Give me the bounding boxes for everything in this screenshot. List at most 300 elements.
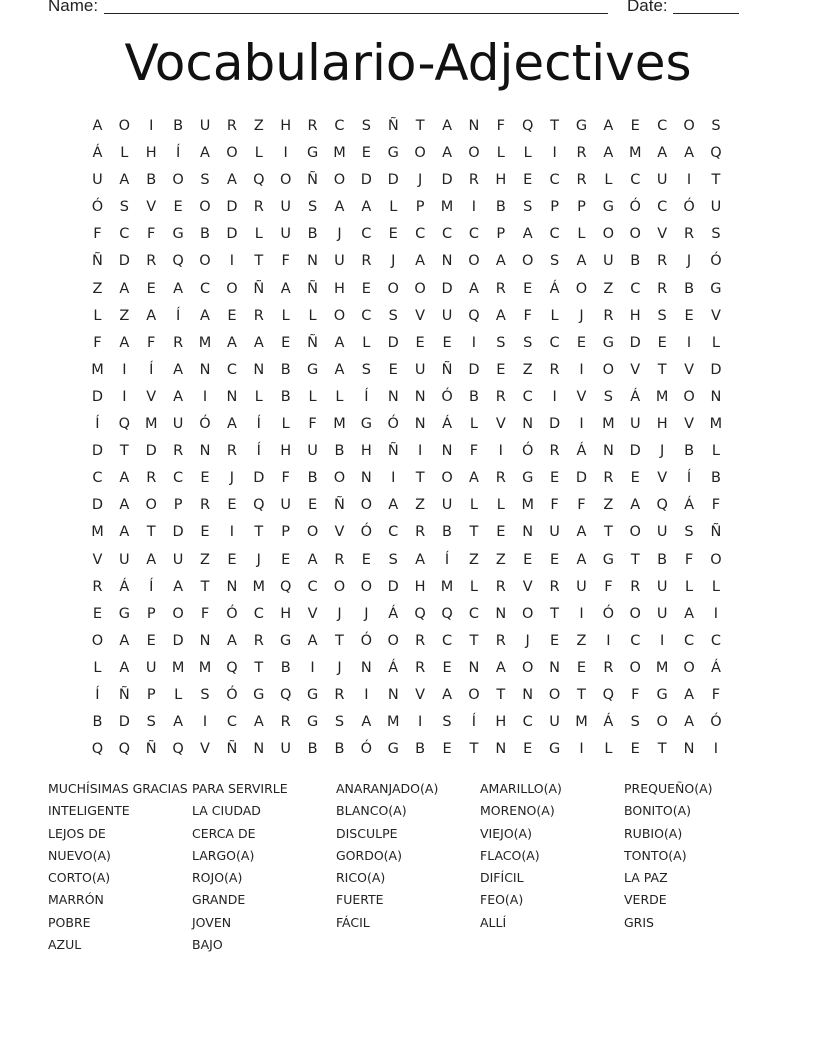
grid-letter[interactable]: Ñ <box>145 741 157 758</box>
grid-letter[interactable]: Q <box>710 145 722 162</box>
grid-letter[interactable]: F <box>281 470 290 487</box>
grid-letter[interactable]: L <box>711 443 720 460</box>
grid-letter[interactable]: Á <box>92 145 103 162</box>
grid-letter[interactable]: U <box>441 307 453 324</box>
grid-letter[interactable]: N <box>549 659 561 676</box>
grid-letter[interactable]: P <box>415 199 425 216</box>
grid-letter[interactable]: A <box>200 145 210 162</box>
grid-letter[interactable]: E <box>281 551 291 568</box>
grid-letter[interactable]: S <box>523 334 533 351</box>
grid-letter[interactable]: H <box>495 172 507 189</box>
grid-letter[interactable]: C <box>307 578 318 595</box>
grid-letter[interactable]: U <box>334 253 345 270</box>
grid-letter[interactable]: E <box>550 470 560 487</box>
grid-letter[interactable]: V <box>522 578 533 595</box>
grid-letter[interactable]: U <box>280 199 291 216</box>
grid-letter[interactable]: A <box>684 714 694 731</box>
grid-letter[interactable]: R <box>334 686 345 703</box>
grid-letter[interactable]: E <box>388 361 398 378</box>
grid-letter[interactable]: E <box>630 741 640 758</box>
grid-letter[interactable]: Ó <box>360 741 373 758</box>
grid-letter[interactable]: N <box>495 741 507 758</box>
grid-letter[interactable]: S <box>711 118 721 134</box>
grid-letter[interactable]: Z <box>415 497 426 514</box>
grid-letter[interactable]: J <box>337 659 342 676</box>
grid-letter[interactable]: R <box>549 443 560 460</box>
grid-letter[interactable]: C <box>549 226 560 243</box>
grid-letter[interactable]: A <box>119 497 130 514</box>
grid-letter[interactable]: N <box>387 388 399 405</box>
grid-letter[interactable]: A <box>307 551 318 568</box>
grid-letter[interactable]: G <box>306 361 319 378</box>
grid-letter[interactable]: J <box>391 253 396 270</box>
grid-letter[interactable]: A <box>334 334 345 351</box>
grid-letter[interactable]: A <box>684 605 694 622</box>
grid-letter[interactable]: A <box>173 578 184 595</box>
grid-letter[interactable]: F <box>711 497 721 514</box>
grid-letter[interactable]: A <box>361 714 372 731</box>
grid-letter[interactable]: H <box>280 605 292 622</box>
grid-letter[interactable]: A <box>119 524 130 541</box>
grid-letter[interactable]: U <box>656 578 668 595</box>
grid-letter[interactable]: R <box>307 118 318 134</box>
grid-letter[interactable]: T <box>200 578 210 595</box>
grid-letter[interactable]: O <box>629 605 641 622</box>
grid-letter[interactable]: G <box>656 686 668 703</box>
grid-letter[interactable]: S <box>388 551 398 568</box>
grid-letter[interactable]: F <box>93 334 102 351</box>
grid-letter[interactable]: G <box>710 280 722 297</box>
grid-letter[interactable]: A <box>226 172 237 189</box>
grid-letter[interactable]: F <box>550 497 559 514</box>
grid-letter[interactable]: V <box>334 524 345 541</box>
grid-letter[interactable]: Í <box>95 416 100 433</box>
grid-letter[interactable]: T <box>550 605 560 622</box>
grid-letter[interactable]: D <box>172 632 184 649</box>
grid-letter[interactable]: A <box>173 361 184 378</box>
grid-letter[interactable]: O <box>414 280 426 297</box>
grid-letter[interactable]: Í <box>364 388 369 405</box>
grid-letter[interactable]: F <box>147 226 156 243</box>
grid-letter[interactable]: N <box>414 388 426 405</box>
grid-letter[interactable]: I <box>686 172 692 189</box>
grid-letter[interactable]: T <box>119 443 129 460</box>
grid-letter[interactable]: U <box>656 605 668 622</box>
grid-letter[interactable]: Á <box>388 605 399 622</box>
grid-letter[interactable]: Ñ <box>441 361 453 378</box>
grid-letter[interactable]: J <box>337 605 342 622</box>
grid-letter[interactable]: O <box>710 551 722 568</box>
grid-letter[interactable]: A <box>684 686 694 703</box>
grid-letter[interactable]: J <box>256 551 261 568</box>
grid-letter[interactable]: R <box>361 253 372 270</box>
grid-letter[interactable]: Q <box>172 253 184 270</box>
grid-letter[interactable]: M <box>171 659 185 676</box>
grid-letter[interactable]: U <box>414 361 426 378</box>
grid-letter[interactable]: Á <box>576 443 587 460</box>
grid-letter[interactable]: C <box>522 388 533 405</box>
grid-letter[interactable]: B <box>280 388 291 405</box>
grid-letter[interactable]: E <box>576 659 587 676</box>
grid-letter[interactable]: R <box>415 659 426 676</box>
grid-letter[interactable]: T <box>603 524 613 541</box>
grid-letter[interactable]: F <box>631 686 640 703</box>
grid-letter[interactable]: E <box>227 307 237 324</box>
grid-letter[interactable]: Q <box>253 172 265 189</box>
grid-letter[interactable]: F <box>711 686 721 703</box>
grid-letter[interactable]: Á <box>710 659 721 676</box>
grid-letter[interactable]: N <box>387 686 399 703</box>
grid-letter[interactable]: A <box>307 632 318 649</box>
grid-letter[interactable]: B <box>442 524 452 541</box>
grid-letter[interactable]: A <box>173 714 184 731</box>
grid-letter[interactable]: N <box>495 605 507 622</box>
grid-letter[interactable]: D <box>629 334 641 351</box>
grid-letter[interactable]: L <box>550 307 559 324</box>
grid-letter[interactable]: G <box>172 226 184 243</box>
grid-letter[interactable]: V <box>146 199 157 216</box>
grid-letter[interactable]: O <box>333 470 346 487</box>
grid-letter[interactable]: I <box>713 741 719 758</box>
grid-letter[interactable]: U <box>307 443 318 460</box>
grid-letter[interactable]: S <box>684 524 694 541</box>
grid-letter[interactable]: A <box>415 253 426 270</box>
grid-letter[interactable]: R <box>495 470 506 487</box>
grid-letter[interactable]: M <box>252 578 266 595</box>
grid-letter[interactable]: Z <box>200 551 210 568</box>
grid-letter[interactable]: E <box>630 470 640 487</box>
grid-letter[interactable]: A <box>442 145 452 162</box>
grid-letter[interactable]: O <box>172 172 184 189</box>
grid-letter[interactable]: T <box>146 524 156 541</box>
grid-letter[interactable]: N <box>468 118 480 134</box>
grid-letter[interactable]: C <box>657 199 668 216</box>
grid-letter[interactable]: O <box>199 253 211 270</box>
grid-letter[interactable]: V <box>657 226 668 243</box>
grid-letter[interactable]: L <box>281 416 290 433</box>
grid-letter[interactable]: Ó <box>360 632 373 649</box>
grid-letter[interactable]: L <box>523 145 532 162</box>
grid-letter[interactable]: J <box>660 443 665 460</box>
grid-letter[interactable]: B <box>630 253 641 270</box>
grid-letter[interactable]: V <box>576 388 587 405</box>
grid-letter[interactable]: I <box>579 361 584 378</box>
grid-letter[interactable]: R <box>226 118 237 134</box>
grid-letter[interactable]: G <box>387 741 399 758</box>
grid-letter[interactable]: N <box>522 686 534 703</box>
grid-letter[interactable]: T <box>577 686 586 703</box>
grid-letter[interactable]: Ñ <box>387 443 399 460</box>
grid-letter[interactable]: B <box>200 226 210 243</box>
grid-letter[interactable]: Á <box>684 497 694 514</box>
grid-letter[interactable]: I <box>660 632 665 649</box>
grid-letter[interactable]: Q <box>279 686 292 703</box>
grid-letter[interactable]: O <box>306 524 319 541</box>
grid-letter[interactable]: O <box>279 172 292 189</box>
grid-letter[interactable]: M <box>386 714 400 731</box>
grid-letter[interactable]: A <box>415 551 426 568</box>
grid-letter[interactable]: S <box>307 199 318 216</box>
grid-letter[interactable]: N <box>253 361 265 378</box>
grid-letter[interactable]: O <box>521 605 534 622</box>
grid-letter[interactable]: O <box>333 172 346 189</box>
grid-letter[interactable]: D <box>91 443 104 460</box>
grid-letter[interactable]: A <box>388 497 399 514</box>
grid-letter[interactable]: P <box>281 524 291 541</box>
grid-letter[interactable]: A <box>630 497 641 514</box>
grid-letter[interactable]: D <box>91 388 104 405</box>
grid-letter[interactable]: I <box>686 334 692 351</box>
grid-letter[interactable]: R <box>92 578 103 595</box>
grid-letter[interactable]: L <box>469 497 478 514</box>
grid-letter[interactable]: A <box>280 280 291 297</box>
grid-letter[interactable]: L <box>254 388 263 405</box>
grid-letter[interactable]: F <box>523 307 532 324</box>
grid-letter[interactable]: U <box>199 118 211 134</box>
grid-letter[interactable]: S <box>630 714 640 731</box>
grid-letter[interactable]: E <box>442 334 452 351</box>
grid-letter[interactable]: E <box>227 551 237 568</box>
grid-letter[interactable]: A <box>173 388 184 405</box>
grid-letter[interactable]: I <box>606 632 611 649</box>
grid-letter[interactable]: N <box>468 659 480 676</box>
grid-letter[interactable]: I <box>498 443 503 460</box>
grid-letter[interactable]: G <box>602 334 614 351</box>
grid-letter[interactable]: D <box>629 443 641 460</box>
grid-letter[interactable]: Z <box>603 497 614 514</box>
grid-letter[interactable]: E <box>415 334 425 351</box>
grid-letter[interactable]: E <box>146 280 156 297</box>
grid-letter[interactable]: N <box>441 253 453 270</box>
grid-letter[interactable]: M <box>198 334 212 351</box>
grid-letter[interactable]: N <box>441 443 453 460</box>
grid-letter[interactable]: N <box>199 361 211 378</box>
grid-letter[interactable]: O <box>683 659 695 676</box>
grid-letter[interactable]: I <box>122 388 127 405</box>
grid-letter[interactable]: T <box>469 524 479 541</box>
grid-letter[interactable]: R <box>684 226 695 243</box>
grid-letter[interactable]: O <box>226 145 238 162</box>
grid-letter[interactable]: O <box>118 118 131 134</box>
grid-letter[interactable]: F <box>93 226 102 243</box>
grid-letter[interactable]: I <box>417 714 423 731</box>
grid-letter[interactable]: S <box>496 334 506 351</box>
grid-letter[interactable]: O <box>91 632 104 649</box>
grid-letter[interactable]: T <box>254 659 264 676</box>
grid-letter[interactable]: L <box>711 334 720 351</box>
grid-letter[interactable]: P <box>496 226 506 243</box>
grid-letter[interactable]: S <box>711 226 721 243</box>
grid-letter[interactable]: V <box>657 470 668 487</box>
grid-letter[interactable]: R <box>253 199 264 216</box>
grid-letter[interactable]: N <box>683 741 695 758</box>
grid-letter[interactable]: L <box>281 307 290 324</box>
grid-letter[interactable]: D <box>145 443 157 460</box>
grid-letter[interactable]: P <box>146 605 156 622</box>
grid-letter[interactable]: E <box>442 659 452 676</box>
grid-letter[interactable]: Z <box>92 280 103 297</box>
grid-letter[interactable]: Ñ <box>92 253 103 270</box>
grid-letter[interactable]: Z <box>495 551 506 568</box>
grid-letter[interactable]: L <box>254 226 263 243</box>
grid-letter[interactable]: L <box>335 388 344 405</box>
grid-letter[interactable]: D <box>226 226 238 243</box>
grid-letter[interactable]: Q <box>226 659 238 676</box>
grid-letter[interactable]: U <box>656 524 668 541</box>
grid-letter[interactable]: C <box>468 605 479 622</box>
grid-letter[interactable]: V <box>684 416 694 433</box>
grid-letter[interactable]: L <box>604 172 613 189</box>
grid-letter[interactable]: O <box>575 280 588 297</box>
grid-letter[interactable]: A <box>92 118 103 134</box>
grid-letter[interactable]: T <box>469 632 479 649</box>
grid-letter[interactable]: Z <box>119 307 130 324</box>
grid-letter[interactable]: O <box>521 253 534 270</box>
grid-letter[interactable]: O <box>387 632 399 649</box>
grid-letter[interactable]: D <box>387 578 399 595</box>
grid-letter[interactable]: R <box>495 280 506 297</box>
grid-letter[interactable]: U <box>576 578 587 595</box>
grid-letter[interactable]: A <box>119 334 130 351</box>
grid-letter[interactable]: L <box>362 334 371 351</box>
grid-letter[interactable]: A <box>361 199 372 216</box>
grid-letter[interactable]: V <box>415 307 426 324</box>
grid-letter[interactable]: Á <box>603 714 614 731</box>
grid-letter[interactable]: R <box>146 253 157 270</box>
grid-letter[interactable]: Ó <box>360 524 373 541</box>
grid-letter[interactable]: Ñ <box>307 334 318 351</box>
grid-letter[interactable]: C <box>361 307 372 324</box>
grid-letter[interactable]: A <box>442 686 452 703</box>
grid-letter[interactable]: R <box>495 388 506 405</box>
grid-letter[interactable]: U <box>172 551 184 568</box>
grid-letter[interactable]: C <box>388 524 399 541</box>
grid-letter[interactable]: E <box>146 632 156 649</box>
grid-letter[interactable]: I <box>713 605 719 622</box>
grid-letter[interactable]: Ó <box>629 199 641 216</box>
grid-letter[interactable]: E <box>361 280 371 297</box>
grid-letter[interactable]: S <box>361 361 371 378</box>
grid-letter[interactable]: A <box>495 253 506 270</box>
grid-letter[interactable]: L <box>93 307 102 324</box>
grid-letter[interactable]: G <box>548 741 561 758</box>
grid-letter[interactable]: A <box>684 145 694 162</box>
grid-letter[interactable]: H <box>334 280 345 297</box>
grid-letter[interactable]: R <box>576 172 587 189</box>
grid-letter[interactable]: A <box>226 632 237 649</box>
grid-letter[interactable]: O <box>656 714 668 731</box>
grid-letter[interactable]: E <box>523 551 533 568</box>
grid-letter[interactable]: A <box>468 470 479 487</box>
grid-letter[interactable]: B <box>307 741 318 758</box>
grid-letter[interactable]: R <box>495 632 506 649</box>
grid-letter[interactable]: Ó <box>441 388 453 405</box>
grid-letter[interactable]: S <box>388 307 398 324</box>
grid-letter[interactable]: C <box>334 118 345 134</box>
grid-letter[interactable]: A <box>173 280 184 297</box>
grid-letter[interactable]: A <box>442 118 452 134</box>
grid-letter[interactable]: C <box>710 632 721 649</box>
grid-letter[interactable]: Q <box>118 416 131 433</box>
grid-letter[interactable]: I <box>229 524 235 541</box>
grid-letter[interactable]: E <box>227 497 237 514</box>
grid-letter[interactable]: T <box>657 361 667 378</box>
grid-letter[interactable]: T <box>630 551 640 568</box>
grid-letter[interactable]: M <box>629 145 642 162</box>
grid-letter[interactable]: E <box>523 172 533 189</box>
grid-letter[interactable]: I <box>552 388 557 405</box>
grid-letter[interactable]: Í <box>256 443 261 460</box>
grid-letter[interactable]: N <box>253 741 265 758</box>
grid-letter[interactable]: V <box>684 361 694 378</box>
grid-letter[interactable]: D <box>710 361 722 378</box>
grid-letter[interactable]: N <box>199 443 211 460</box>
grid-letter[interactable]: R <box>603 307 614 324</box>
grid-letter[interactable]: L <box>469 578 478 595</box>
grid-letter[interactable]: N <box>522 416 534 433</box>
name-blank-line[interactable] <box>104 13 608 14</box>
grid-letter[interactable]: D <box>441 172 453 189</box>
grid-letter[interactable]: O <box>468 145 480 162</box>
grid-letter[interactable]: D <box>387 172 399 189</box>
grid-letter[interactable]: Q <box>441 605 453 622</box>
grid-letter[interactable]: Q <box>414 605 426 622</box>
grid-letter[interactable]: M <box>655 388 669 405</box>
grid-letter[interactable]: O <box>683 118 695 134</box>
grid-letter[interactable]: Ó <box>226 686 238 703</box>
grid-letter[interactable]: E <box>173 199 183 216</box>
grid-letter[interactable]: Í <box>95 686 100 703</box>
grid-letter[interactable]: Á <box>119 578 130 595</box>
grid-letter[interactable]: T <box>496 686 506 703</box>
grid-letter[interactable]: O <box>602 361 615 378</box>
grid-letter[interactable]: A <box>576 551 587 568</box>
grid-letter[interactable]: C <box>441 226 453 243</box>
grid-letter[interactable]: Q <box>118 741 131 758</box>
grid-letter[interactable]: M <box>333 416 346 433</box>
grid-letter[interactable]: B <box>173 118 184 134</box>
grid-letter[interactable]: T <box>415 470 425 487</box>
grid-letter[interactable]: R <box>549 361 560 378</box>
grid-letter[interactable]: L <box>93 659 102 676</box>
grid-letter[interactable]: M <box>144 416 158 433</box>
grid-letter[interactable]: E <box>576 334 587 351</box>
grid-letter[interactable]: T <box>335 632 344 649</box>
grid-letter[interactable]: U <box>710 199 722 216</box>
grid-letter[interactable]: C <box>683 632 695 649</box>
grid-letter[interactable]: R <box>253 307 264 324</box>
grid-letter[interactable]: O <box>226 280 238 297</box>
grid-letter[interactable]: U <box>656 172 668 189</box>
grid-letter[interactable]: E <box>684 307 694 324</box>
grid-letter[interactable]: B <box>468 388 479 405</box>
grid-letter[interactable]: S <box>549 253 560 270</box>
grid-letter[interactable]: B <box>334 443 345 460</box>
grid-letter[interactable]: J <box>229 470 235 487</box>
grid-letter[interactable]: O <box>629 659 641 676</box>
grid-letter[interactable]: R <box>334 551 345 568</box>
grid-letter[interactable]: E <box>630 118 640 134</box>
grid-letter[interactable]: E <box>657 334 667 351</box>
grid-letter[interactable]: A <box>603 118 614 134</box>
grid-letter[interactable]: A <box>119 280 130 297</box>
grid-letter[interactable]: O <box>629 226 641 243</box>
grid-letter[interactable]: M <box>521 497 534 514</box>
grid-letter[interactable]: L <box>577 226 586 243</box>
grid-letter[interactable]: P <box>173 497 183 514</box>
grid-letter[interactable]: O <box>521 659 534 676</box>
grid-letter[interactable]: O <box>602 226 615 243</box>
